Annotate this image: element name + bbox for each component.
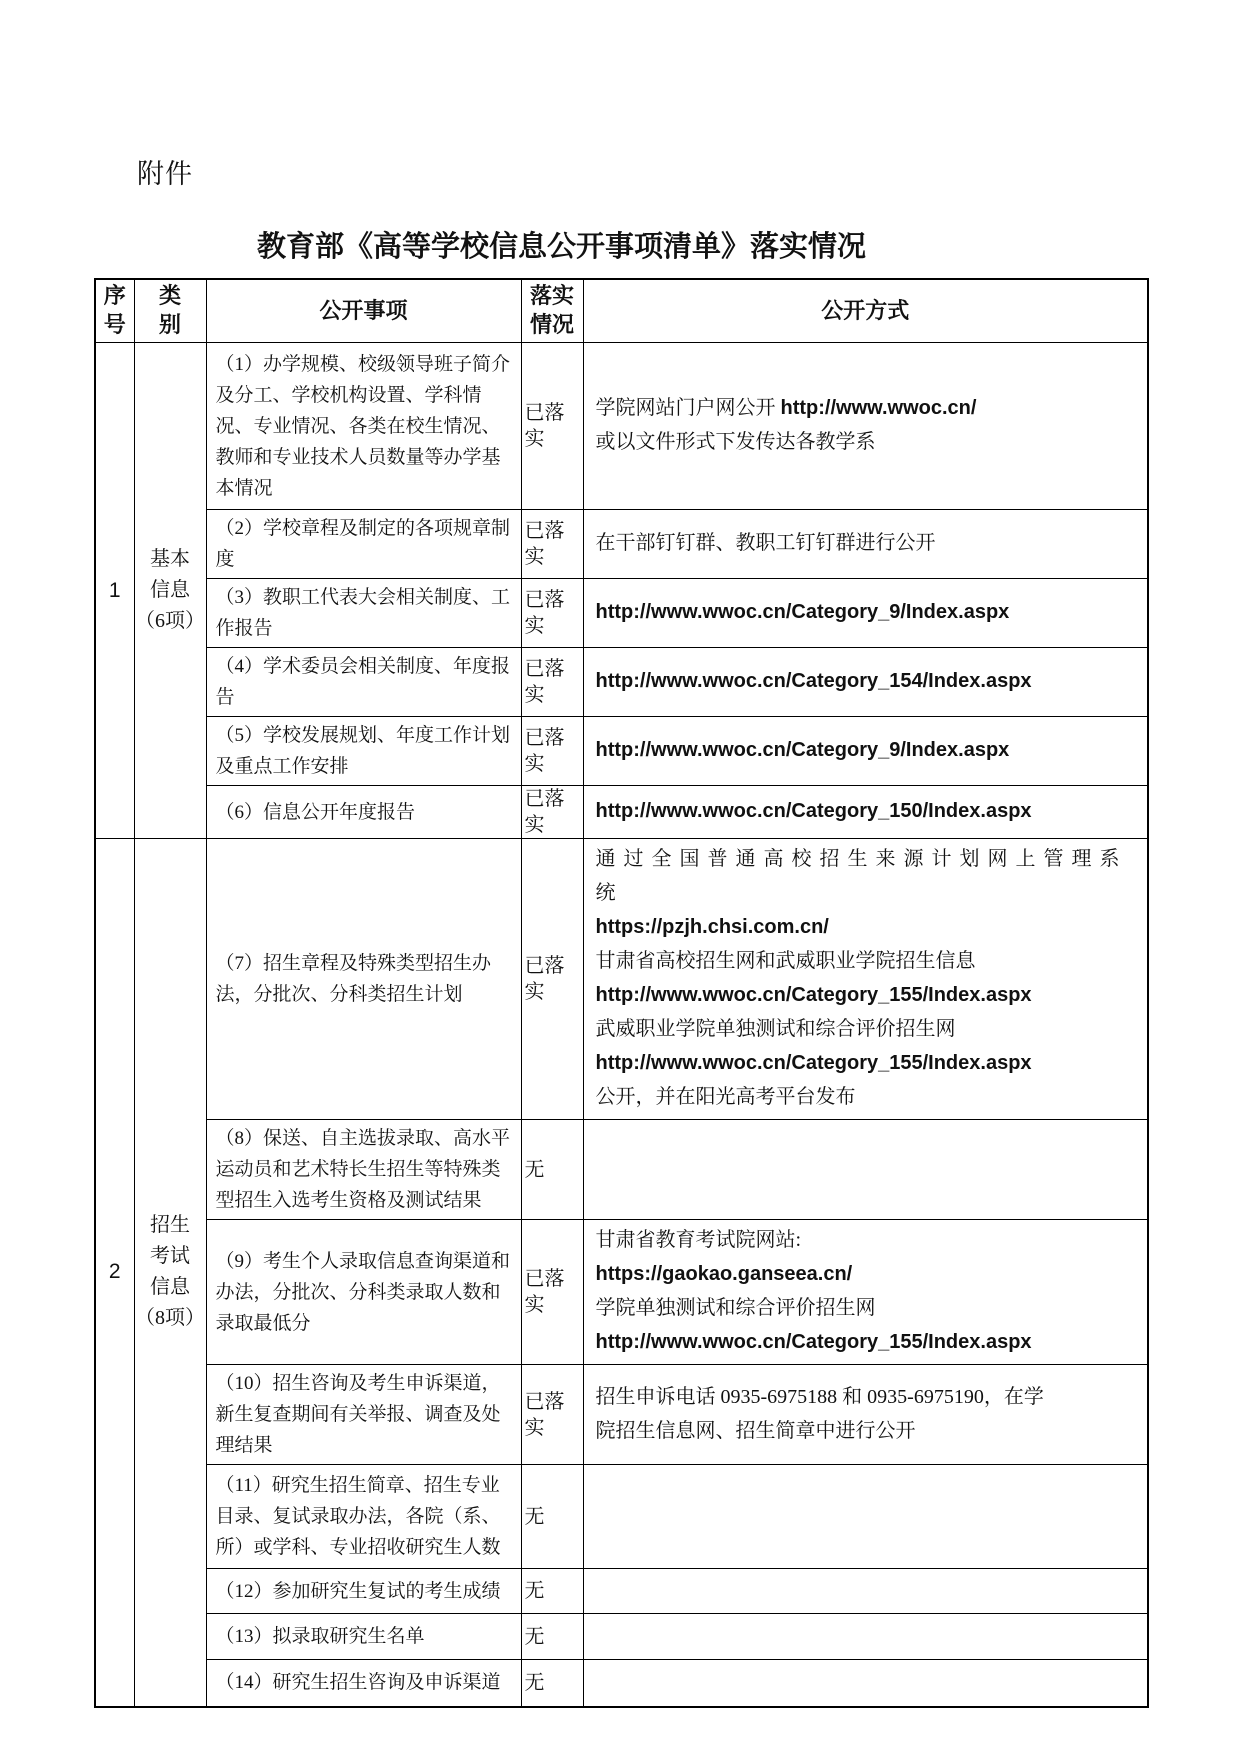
- method-cell: [583, 510, 1148, 579]
- text-line: 类: [158, 284, 181, 309]
- method-cell: [583, 343, 1148, 510]
- method-line: [596, 1047, 1144, 1081]
- table-row: [95, 648, 1148, 717]
- method-line: [596, 1326, 1144, 1360]
- table-row: [95, 343, 1148, 510]
- header-item: 公开事项: [206, 279, 521, 343]
- method-line: [596, 843, 1144, 911]
- item-cell: （13）拟录取研究生名单: [206, 1614, 521, 1660]
- method-line: [596, 1013, 1144, 1047]
- method-line: [596, 945, 1144, 979]
- item-cell: （12）参加研究生复试的考生成绩: [206, 1569, 521, 1614]
- status-cell: 无: [521, 1465, 583, 1569]
- status-cell: 无: [521, 1120, 583, 1220]
- table-row: [95, 1120, 1148, 1220]
- item-cell: （6）信息公开年度报告: [206, 786, 521, 839]
- method-line: [596, 1415, 1144, 1449]
- method-text: 通过全国普通高校招生来源计划网上管理系统: [595, 848, 1128, 904]
- disclosure-table: [94, 278, 1149, 1708]
- table-row: [95, 786, 1148, 839]
- method-cell: [583, 579, 1148, 648]
- attachment-label: 附件: [137, 159, 193, 190]
- method-line: [596, 426, 1144, 460]
- status-cell: 已落实: [521, 648, 583, 717]
- status-cell: 已落实: [521, 579, 583, 648]
- status-cell: 已落实: [521, 1365, 583, 1465]
- item-cell: （7）招生章程及特殊类型招生办法，分批次、分科类招生计划: [206, 839, 521, 1120]
- table-header-row: [95, 279, 1148, 343]
- method-line: [596, 665, 1144, 699]
- status-cell: 无: [521, 1660, 583, 1707]
- header-category: [134, 279, 206, 343]
- table-row: [95, 1660, 1148, 1707]
- text-line: 序: [103, 284, 126, 309]
- section-category: [134, 343, 206, 839]
- item-cell: （5）学校发展规划、年度工作计划及重点工作安排: [206, 717, 521, 786]
- status-cell: 无: [521, 1614, 583, 1660]
- text-line: （8项）: [135, 1307, 205, 1330]
- url-text: https://pzjh.chsi.com.cn/: [595, 916, 829, 938]
- method-cell: [583, 1569, 1148, 1614]
- item-cell: （10）招生咨询及考生申诉渠道，新生复查期间有关举报、调查及处理结果: [206, 1365, 521, 1465]
- url-text: http://www.wwoc.cn/Category_150/Index.aspx: [595, 800, 1032, 822]
- method-line: [596, 734, 1144, 768]
- text-line: 信息: [150, 1276, 190, 1299]
- section-index: 2: [95, 839, 134, 1707]
- table-row: [95, 579, 1148, 648]
- method-line: [596, 1292, 1144, 1326]
- method-cell: [583, 648, 1148, 717]
- url-text: http://www.wwoc.cn/Category_9/Index.aspx: [595, 601, 1010, 623]
- text-line: 号: [103, 313, 126, 338]
- status-cell: 已落实: [521, 786, 583, 839]
- status-cell: 已落实: [521, 510, 583, 579]
- method-line: [596, 795, 1144, 829]
- table-row: [95, 510, 1148, 579]
- method-line: [596, 596, 1144, 630]
- status-cell: 已落实: [521, 1220, 583, 1365]
- table-row: [95, 1365, 1148, 1465]
- status-cell: 已落实: [521, 343, 583, 510]
- method-text: 院招生信息网、招生简章中进行公开: [595, 1419, 916, 1442]
- text-line: 别: [158, 313, 181, 338]
- url-text: https://gaokao.ganseea.cn/: [595, 1263, 853, 1285]
- method-text: 招生申诉电话 0935-6975188 和 0935-6975190，在学: [595, 1385, 1044, 1408]
- method-cell: [583, 1220, 1148, 1365]
- url-text: http://www.wwoc.cn/Category_9/Index.aspx: [595, 739, 1010, 761]
- item-cell: （1）办学规模、校级领导班子简介及分工、学校机构设置、学科情况、专业情况、各类在校生情况、教师和专业技术人员数量等办学基本情况: [206, 343, 521, 510]
- method-line: [596, 979, 1144, 1013]
- section-category: [134, 839, 206, 1707]
- url-text: http://www.wwoc.cn/Category_155/Index.aspx: [595, 1052, 1032, 1074]
- section-index: 1: [95, 343, 134, 839]
- item-cell: （8）保送、自主选拔录取、高水平运动员和艺术特长生招生等特殊类型招生入选考生资格及测试结果: [206, 1120, 521, 1220]
- method-cell: [583, 839, 1148, 1120]
- text-line: 基本: [150, 548, 190, 570]
- table-row: [95, 1614, 1148, 1660]
- method-cell: [583, 1660, 1148, 1707]
- text-line: 考试: [150, 1245, 190, 1268]
- method-text: 公开，并在阳光高考平台发布: [595, 1086, 856, 1108]
- method-cell: [583, 1365, 1148, 1465]
- method-cell: [583, 1120, 1148, 1220]
- status-cell: 已落实: [521, 839, 583, 1120]
- method-text: 甘肃省教育考试院网站:: [595, 1229, 802, 1251]
- url-text: http://www.wwoc.cn/Category_155/Index.aspx: [595, 1331, 1032, 1353]
- item-cell: （14）研究生招生咨询及申诉渠道: [206, 1660, 521, 1707]
- method-line: [596, 911, 1144, 945]
- url-text: http://www.wwoc.cn/Category_155/Index.aspx: [595, 984, 1032, 1006]
- table-row: [95, 1569, 1148, 1614]
- method-text: 学院单独测试和综合评价招生网: [595, 1297, 876, 1319]
- text-line: 情况: [529, 313, 574, 338]
- method-text: 或以文件形式下发传达各教学系: [595, 431, 876, 453]
- table-row: [95, 717, 1148, 786]
- text-line: 信息: [150, 579, 190, 601]
- text-line: （6项）: [135, 610, 205, 632]
- url-text: http://www.wwoc.cn/: [780, 397, 977, 419]
- status-cell: 无: [521, 1569, 583, 1614]
- header-status: [521, 279, 583, 343]
- status-cell: 已落实: [521, 717, 583, 786]
- method-line: [596, 392, 1144, 426]
- method-text: 甘肃省高校招生网和武威职业学院招生信息: [595, 950, 976, 972]
- method-line: [596, 1381, 1144, 1415]
- item-cell: （9）考生个人录取信息查询渠道和办法，分批次、分科类录取人数和录取最低分: [206, 1220, 521, 1365]
- method-cell: [583, 717, 1148, 786]
- method-line: [596, 1224, 1144, 1258]
- method-cell: [583, 786, 1148, 839]
- method-line: [596, 527, 1144, 561]
- method-line: [596, 1258, 1144, 1292]
- method-text: 学院网站门户网公开: [595, 397, 781, 419]
- table-row: [95, 839, 1148, 1120]
- item-cell: （11）研究生招生简章、招生专业目录、复试录取办法，各院（系、所）或学科、专业招收研究生人数: [206, 1465, 521, 1569]
- method-cell: [583, 1465, 1148, 1569]
- method-text: 武威职业学院单独测试和综合评价招生网: [595, 1018, 956, 1040]
- method-line: [596, 1081, 1144, 1115]
- page-title: 教育部《高等学校信息公开事项清单》落实情况: [256, 229, 866, 263]
- method-text: 在干部钉钉群、教职工钉钉群进行公开: [595, 532, 936, 554]
- text-line: 落实: [529, 284, 574, 309]
- item-cell: （4）学术委员会相关制度、年度报告: [206, 648, 521, 717]
- table-row: [95, 1220, 1148, 1365]
- header-method: 公开方式: [583, 279, 1148, 343]
- item-cell: （3）教职工代表大会相关制度、工作报告: [206, 579, 521, 648]
- text-line: 招生: [150, 1214, 190, 1237]
- table-row: [95, 1465, 1148, 1569]
- method-cell: [583, 1614, 1148, 1660]
- url-text: http://www.wwoc.cn/Category_154/Index.aspx: [595, 670, 1032, 692]
- item-cell: （2）学校章程及制定的各项规章制度: [206, 510, 521, 579]
- header-no: [95, 279, 134, 343]
